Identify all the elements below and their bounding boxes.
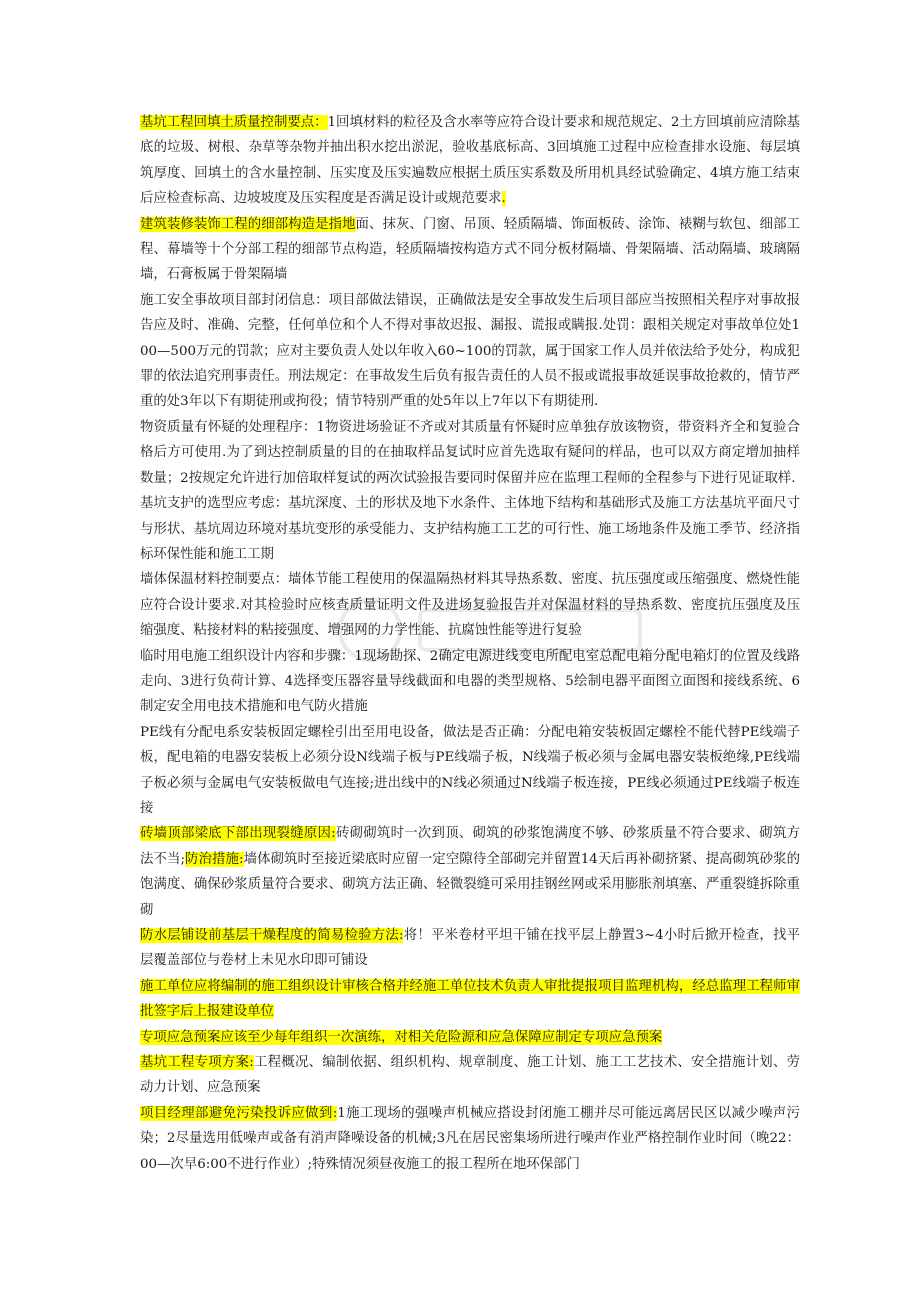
paragraph bbox=[140, 1050, 800, 1101]
paragraph bbox=[140, 974, 800, 1025]
highlighted-text: 专项应急预案应该至少每年组织一次演练，对相关危险源和应急保障应制定专项应急预案 bbox=[140, 1029, 663, 1045]
paragraph bbox=[140, 288, 800, 415]
highlighted-text: . bbox=[501, 191, 506, 207]
paragraph bbox=[140, 110, 800, 212]
paragraph bbox=[140, 415, 800, 491]
highlighted-text: 基坑工程专项方案: bbox=[140, 1055, 254, 1071]
highlighted-text: 砖墙顶部梁底下部出现裂缝原因: bbox=[140, 826, 336, 842]
body-text: 物资质量有怀疑的处理程序：1物资进场验证不齐或对其质量有怀疑时应单独存放该物资，带资料齐全和复验合格后方可使用.为了到达控制质量的目的在抽取样品复试时应首先选取有疑问的样品，也可以双方商定增加抽样数量；2按规定允许进行加倍取样复试的两次试验报告要同时保留并应在监理工程师的全程参与下进行见证取样. bbox=[140, 419, 800, 486]
paragraph bbox=[140, 1101, 800, 1177]
paragraph bbox=[140, 567, 800, 643]
body-text: 墙体保温材料控制要点：墙体节能工程使用的保温隔热材料其导热系数、密度、抗压强度或压缩强度、燃烧性能应符合设计要求.对其检验时应核查质量证明文件及进场复验报告并对保温材料的导热系数、密度抗压强度及压缩强度、粘接材料的粘接强度、增强网的力学性能、抗腐蚀性能等进行复验 bbox=[140, 572, 800, 639]
paragraph bbox=[140, 212, 800, 288]
highlighted-text: 施工单位应将编制的施工组织设计审核合格并经施工单位技术负责人审批提报项目监理机构，经总监理工程师审批签字后上报建设单位 bbox=[140, 978, 800, 1020]
paragraph bbox=[140, 720, 800, 822]
paragraph bbox=[140, 821, 800, 923]
highlighted-text: 防治措施: bbox=[184, 851, 244, 867]
document-body bbox=[140, 110, 800, 1177]
highlighted-text: 防水层铺设前基层干燥程度的简易检验方法: bbox=[140, 928, 404, 943]
body-text: 工程概况、编制依据、组织机构、规章制度、施工计划、施工工艺技术、安全措施计划、劳动力计划、应急预案 bbox=[140, 1055, 800, 1096]
body-text: 临时用电施工组织设计内容和步骤：1现场勘探、2确定电源进线变电所配电室总配电箱分配电箱灯的位置及线路走向、3进行负荷计算、4选择变压器容量导线截面和电器的类型规格、5绘制电器平面图立面图和接线系统、6制定安全用电技术措施和电气防火措施 bbox=[140, 648, 800, 715]
body-text: 墙体砌筑时至接近梁底时应留一定空隙待全部砌完并留置14天后再补砌挤紧、提高砌筑砂浆的饱满度、确保砂浆质量符合要求、砌筑方法正确、轻微裂缝可采用挂钢丝网或采用膨胀剂填塞、严重裂缝拆除重砌 bbox=[140, 851, 800, 918]
body-text: 施工安全事故项目部封闭信息：项目部做法错误，正确做法是安全事故发生后项目部应当按照相关程序对事故报告应及时、准确、完整，任何单位和个人不得对事故迟报、漏报、谎报或瞒报.处罚：跟相关规定对事故单位处100—500万元的罚款；应对主要负责人处以年收入60~100的罚款，属于国家工作人员并依法给予处分，构成犯罪的依法追究刑事责任。刑法规定：在事故发生后负有报告责任的人员不报或谎报事故延误事故抢救的，情节严重的处3年以下有期徒刑或拘役；情节特别严重的处5年以上7年以下有期徒刑. bbox=[140, 292, 800, 410]
body-text: 1回填材料的粒径及含水率等应符合设计要求和规范规定、2土方回填前应清除基底的垃圾、树根、杂草等杂物并抽出积水挖出淤泥，验收基底标高、3回填施工过程中应检查排水设施、每层填筑厚度、回填土的含水量控制、压实度及压实遍数应根据土质压实系数及所用机具经试验确定、4填方施工结束后应检查标高、边坡坡度及压实程度是否满足设计或规范要求 bbox=[140, 115, 800, 207]
paragraph bbox=[140, 644, 800, 720]
highlighted-text: 基坑工程回填土质量控制要点： bbox=[140, 115, 328, 130]
body-text: 面、抹灰、门窗、吊顶、轻质隔墙、饰面板砖、涂饰、裱糊与软包、细部工程、幕墙等十个分部工程的细部节点构造，轻质隔墙按构造方式不同分板材隔墙、骨架隔墙、活动隔墙、玻璃隔墙，石膏板属于骨架隔墙 bbox=[140, 216, 801, 283]
paragraph bbox=[140, 491, 800, 567]
highlighted-text: 项目经理部避免污染投诉应做到: bbox=[140, 1105, 338, 1121]
body-text: 将！平米卷材平坦干铺在找平层上静置3~4小时后掀开检查，找平层覆盖部位与卷材上未见水印即可铺设 bbox=[140, 928, 800, 969]
paragraph bbox=[140, 923, 800, 974]
body-text: 砖砌砌筑时一次到顶、砌筑的砂浆饱满度不够、砂浆质量不符合要求、砌筑方法不当; bbox=[140, 826, 801, 867]
body-text: PE线有分配电系安装板固定螺栓引出至用电设备，做法是否正确：分配电箱安装板固定螺栓不能代替PE线端子板，配电箱的电器安装板上必须分设N线端子板与PE线端子板，N线端子板必须与金属电器安装板绝缘,PE线端子板必须与金属电气安装板做电气连接;进出线中的N线必须通过N线端子板连接，PE线必须通过PE线端子板连接 bbox=[140, 724, 800, 816]
body-text: 基坑支护的选型应考虑：基坑深度、土的形状及地下水条件、主体地下结构和基础形式及施工方法基坑平面尺寸与形状、基坑周边环境对基坑变形的承受能力、支护结构施工工艺的可行性、施工场地条件及施工季节、经济指标环保性能和施工工期 bbox=[140, 496, 800, 562]
paragraph bbox=[140, 1025, 800, 1050]
highlighted-text: 建筑装修装饰工程的细部构造是指地 bbox=[140, 216, 356, 232]
body-text: 1施工现场的强噪声机械应搭设封闭施工棚并尽可能远离居民区以减少噪声污染；2尽量选用低噪声或备有消声降噪设备的机械;3凡在居民密集场所进行噪声作业严格控制作业时间（晚22：00—次早6:00不进行作业）;特殊情况须昼夜施工的报工程所在地环保部门 bbox=[140, 1105, 800, 1172]
